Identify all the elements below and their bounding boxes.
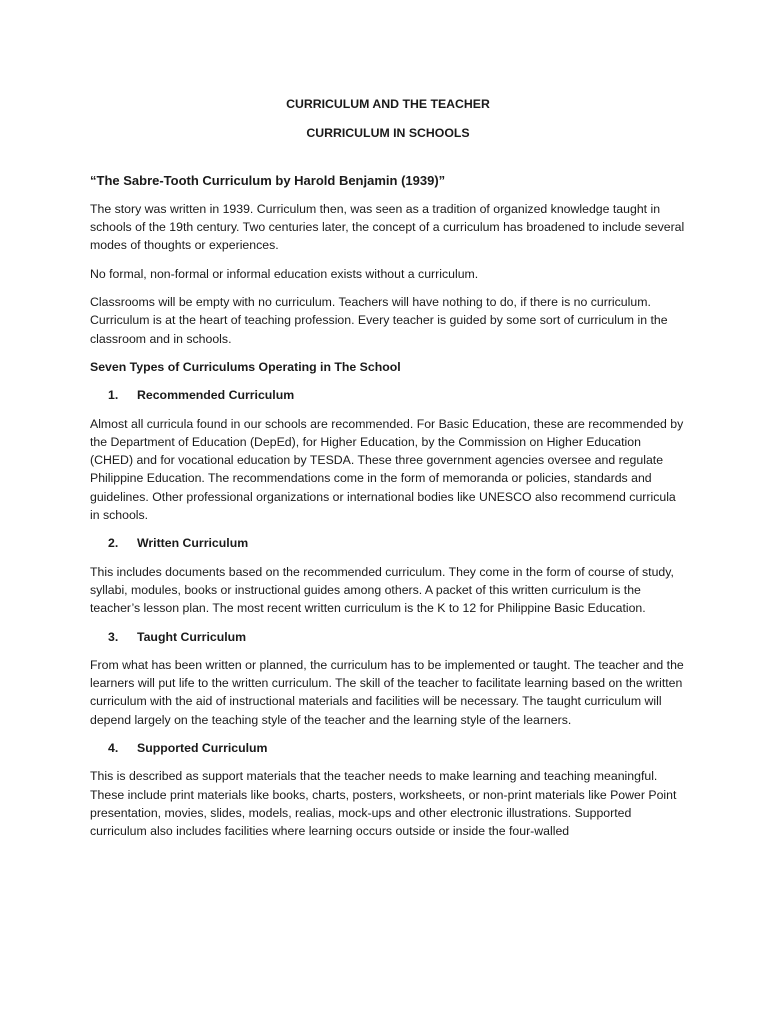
types-heading: Seven Types of Curriculums Operating in The School xyxy=(90,359,401,374)
document-title: CURRICULUM AND THE TEACHER xyxy=(286,97,490,111)
section-body-taught: From what has been written or planned, the curriculum has to be implemented or taught. The teacher and the learners will put life to the written curriculum. The skill of the teacher to facilitate learning based on the written curriculum with the aid of instructional materials and facilities will be necessary. The taught curriculum will depend largely on the teaching style of the teacher and the learning style of the learners. xyxy=(90,657,684,727)
section-number: 1. xyxy=(108,388,119,403)
intro-paragraph-1: The story was written in 1939. Curriculum then, was seen as a tradition of organized knowledge taught in schools of the 19th century. Two centuries later, the concept of a curriculum has broadened to include several modes of thoughts or experiences. xyxy=(90,201,685,253)
intro-paragraph-2: No formal, non-formal or informal education exists without a curriculum. xyxy=(90,266,479,281)
section-body-written: This includes documents based on the recommended curriculum. They come in the form of course of study, syllabi, modules, books or instructional guides among others. A packet of this written curriculum is the teacher’s lesson plan. The most recent written curriculum is the K to 12 for Philippine Basic Education. xyxy=(90,564,674,616)
story-heading: “The Sabre-Tooth Curriculum by Harold Benjamin (1939)” xyxy=(90,172,446,188)
section-body-supported: This is described as support materials that the teacher needs to make learning and teaching meaningful. These include print materials like books, charts, posters, worksheets, or non-print materials like Power Point presentation, movies, slides, models, realias, mock-ups and other electronic illustrations. Supported curriculum also includes facilities where learning occurs outside or inside the four-walled xyxy=(90,769,677,839)
section-number: 2. xyxy=(108,536,119,551)
section-heading-written xyxy=(90,534,686,552)
section-number: 3. xyxy=(108,629,119,644)
section-heading-recommended xyxy=(90,386,686,404)
section-title: Taught Curriculum xyxy=(137,629,247,644)
section-title: Written Curriculum xyxy=(137,536,249,551)
section-body-recommended: Almost all curricula found in our schools are recommended. For Basic Education, these are recommended by the Department of Education (DepEd), for Higher Education, by the Commission on Higher Education (CHED) and for vocational education by TESDA. These three government agencies oversee and regulate Philippine Education. The recommendations come in the form of memoranda or policies, standards and guidelines. Other professional organizations or international bodies like UNESCO also recommend curricula in schools. xyxy=(90,416,684,523)
section-title: Supported Curriculum xyxy=(137,741,268,756)
section-heading-supported xyxy=(90,739,686,757)
section-heading-taught xyxy=(90,628,686,646)
section-number: 4. xyxy=(108,741,119,756)
intro-paragraph-3: Classrooms will be empty with no curriculum. Teachers will have nothing to do, if there is no curriculum. Curriculum is at the heart of teaching profession. Every teacher is guided by some sort of curriculum in the classroom and in schools. xyxy=(90,295,668,346)
document-subtitle: CURRICULUM IN SCHOOLS xyxy=(306,126,470,141)
section-title: Recommended Curriculum xyxy=(137,388,295,403)
document-page xyxy=(90,95,686,851)
